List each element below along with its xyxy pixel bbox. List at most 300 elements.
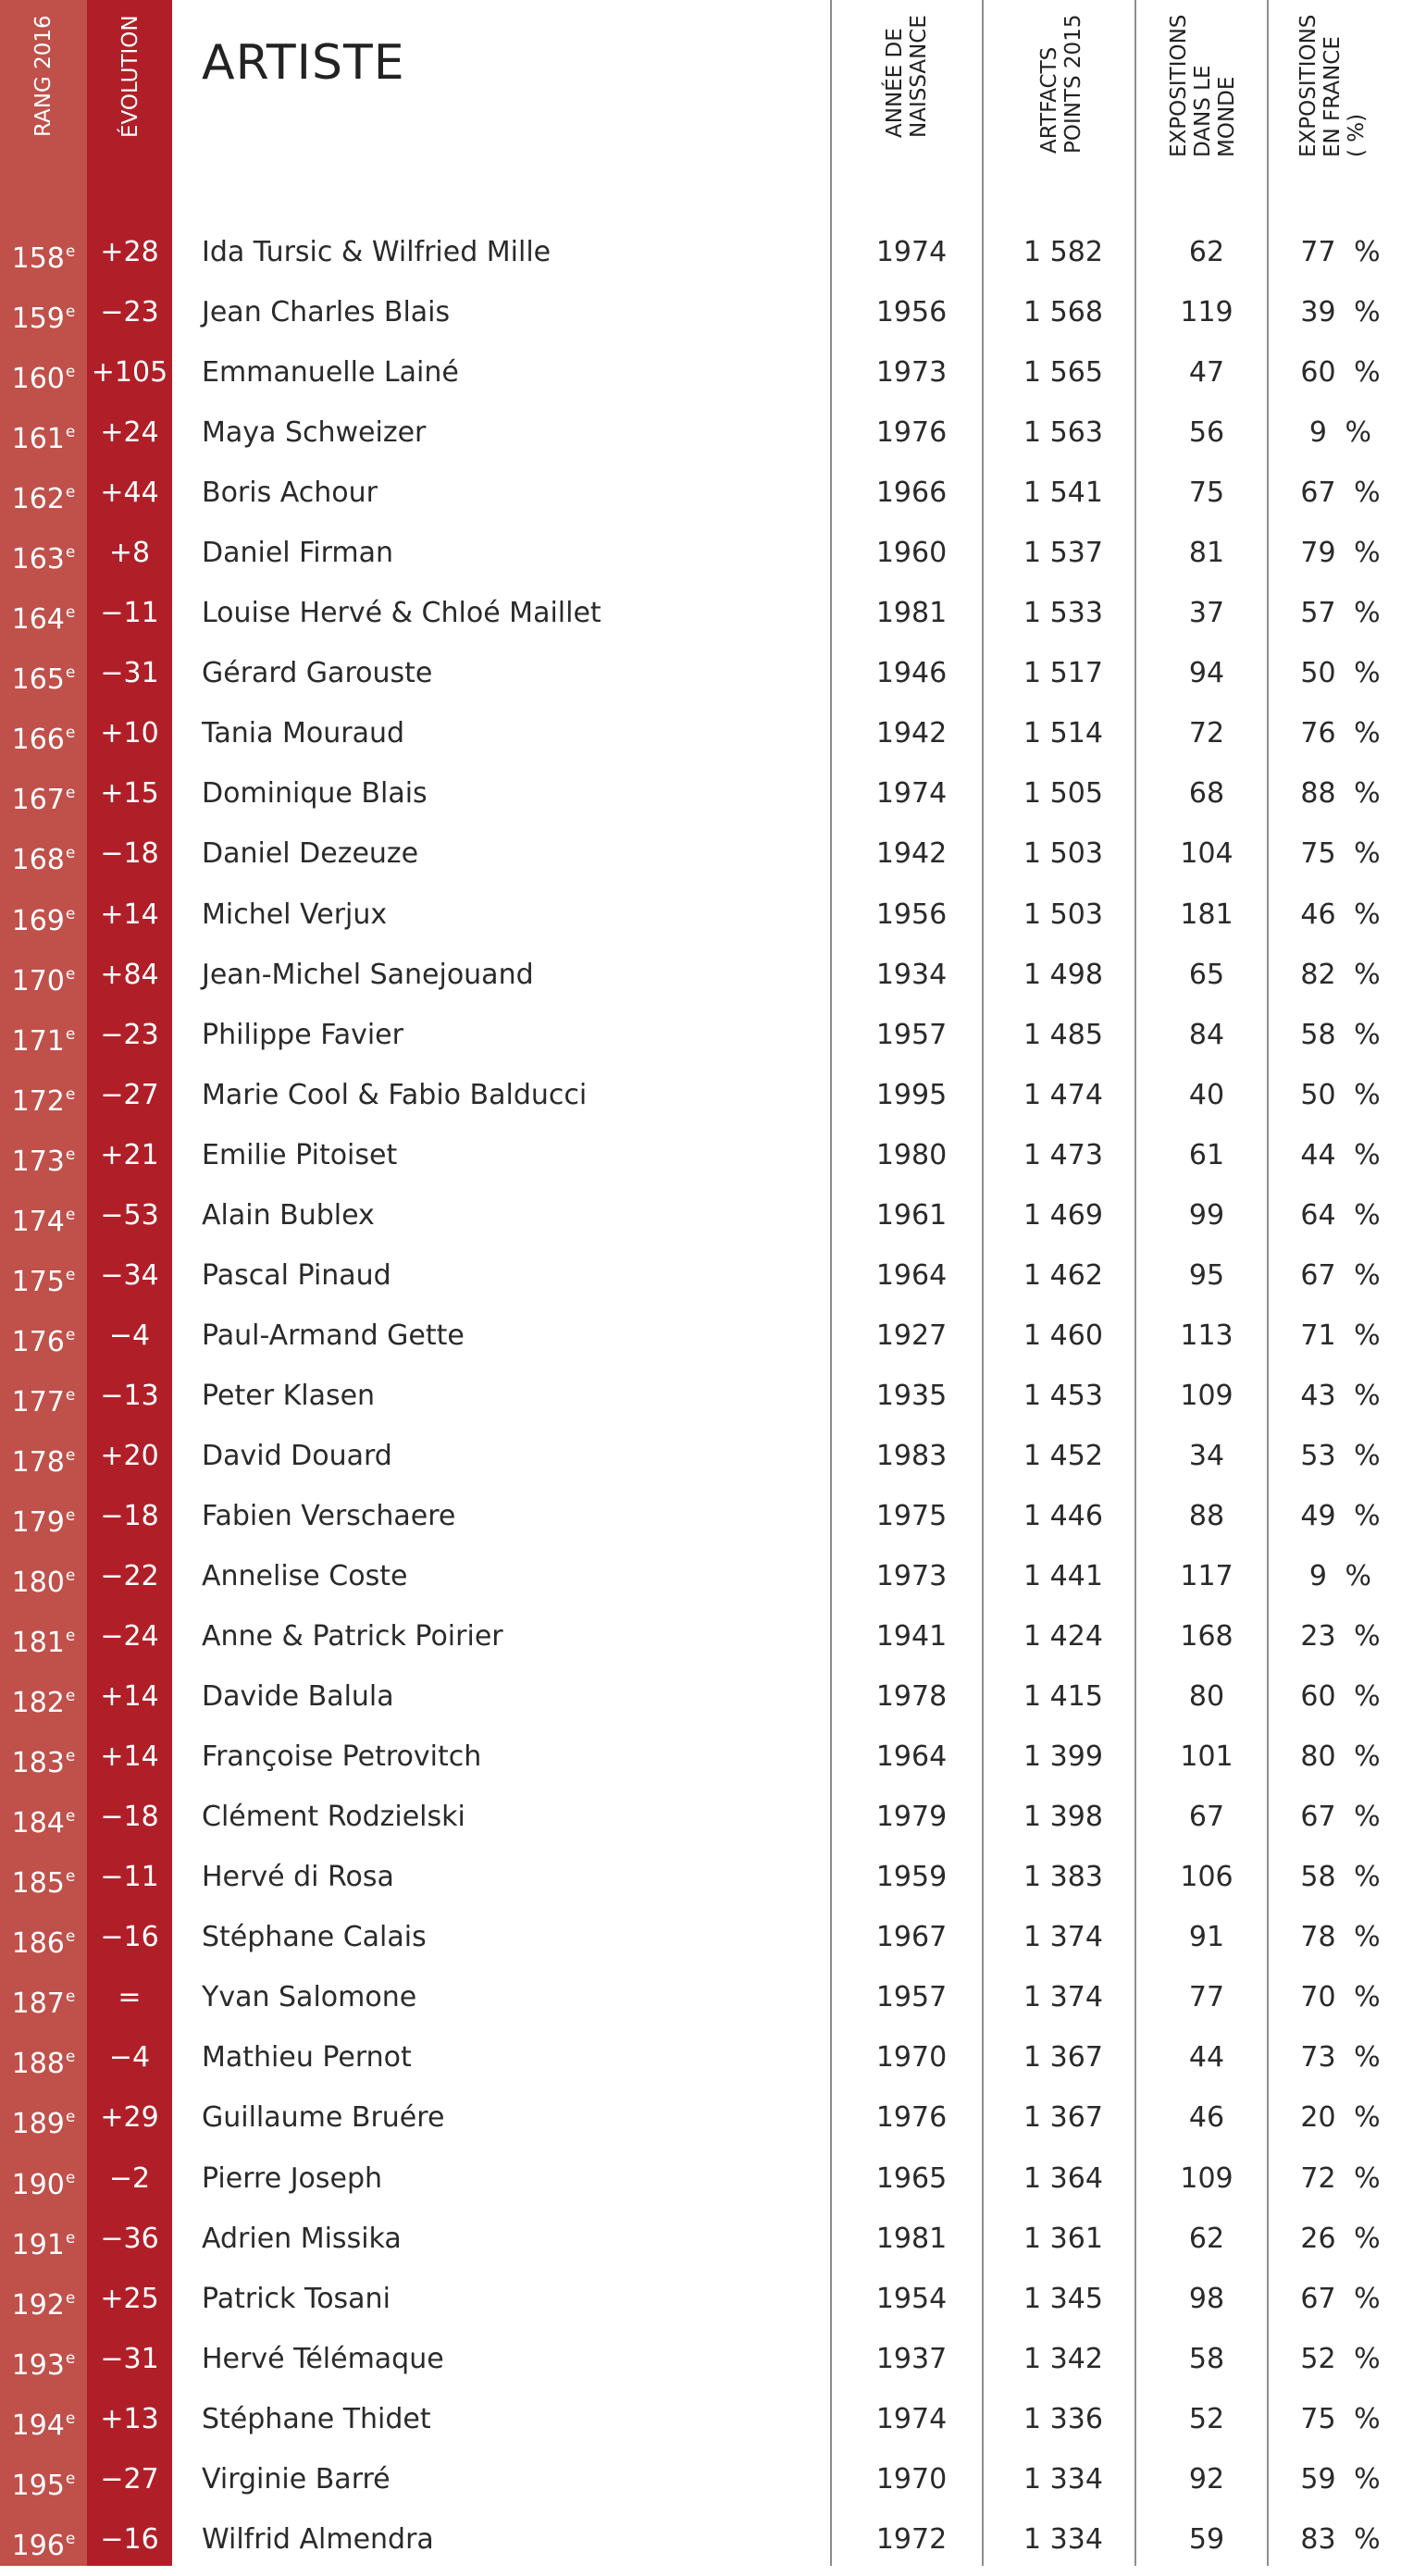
table-row — [0, 2329, 1401, 2389]
rank-ordinal-suffix: e — [65, 1265, 76, 1284]
rank-cell — [0, 523, 87, 589]
birth-year-cell: 1973 — [875, 356, 948, 390]
evolution-cell: −18 — [100, 837, 159, 871]
table-row — [0, 1787, 1401, 1847]
table-row — [0, 1306, 1401, 1366]
expo-world-cell: 67 — [1188, 1801, 1225, 1834]
expo-world-cell: 68 — [1188, 777, 1225, 811]
rank-cell — [0, 824, 87, 890]
rank-number: 161 — [11, 423, 65, 456]
expo-france-cell: 52 % — [1300, 2342, 1381, 2375]
points-cell: 1 474 — [1023, 1078, 1103, 1111]
points-cell: 1 565 — [1023, 356, 1103, 390]
birth-year-cell: 1935 — [875, 1379, 948, 1412]
header-birth-year: ANNÉE DE NAISSANCE — [883, 15, 931, 138]
rank-cell — [0, 2149, 87, 2215]
rank-cell — [0, 222, 87, 289]
rank-number: 172 — [11, 1084, 65, 1118]
artist-name-cell: Hervé Télémaque — [202, 2342, 444, 2375]
artist-name-cell: Michel Verjux — [202, 898, 388, 931]
rank-ordinal-suffix: e — [65, 964, 76, 984]
rank-number: 175 — [11, 1265, 65, 1298]
expo-france-cell: 67 % — [1300, 477, 1381, 510]
expo-france-cell: 49 % — [1300, 1499, 1381, 1532]
expo-france-cell: 53 % — [1300, 1439, 1381, 1472]
rank-number: 162 — [11, 483, 65, 516]
table-row — [0, 643, 1401, 703]
rank-number: 158 — [11, 242, 65, 275]
rank-ordinal-suffix: e — [65, 483, 76, 502]
rank-cell — [0, 2389, 87, 2456]
table-row — [0, 703, 1401, 763]
birth-year-cell: 1981 — [875, 597, 948, 630]
evolution-cell: −18 — [100, 1499, 159, 1532]
table-row — [0, 523, 1401, 583]
rank-cell — [0, 1366, 87, 1432]
rank-ordinal-suffix: e — [65, 2048, 76, 2067]
table-row — [0, 1727, 1401, 1787]
expo-france-cell: 60 % — [1300, 356, 1381, 390]
evolution-cell: +14 — [100, 1740, 159, 1774]
points-cell: 1 485 — [1023, 1018, 1103, 1051]
points-cell: 1 399 — [1023, 1740, 1103, 1774]
birth-year-cell: 1975 — [875, 1499, 948, 1532]
artist-name-cell: Daniel Dezeuze — [202, 837, 419, 871]
evolution-cell: −27 — [100, 2462, 159, 2496]
expo-france-cell: 77 % — [1300, 236, 1381, 268]
artist-name-cell: Mathieu Pernot — [202, 2041, 412, 2074]
expo-france-cell: 73 % — [1300, 2041, 1381, 2074]
artist-name-cell: Davide Balula — [202, 1680, 394, 1714]
evolution-cell: −13 — [100, 1379, 159, 1412]
expo-france-cell: 58 % — [1300, 1861, 1381, 1894]
expo-france-cell: 82 % — [1300, 958, 1381, 991]
expo-world-cell: 99 — [1188, 1198, 1225, 1232]
table-row — [0, 222, 1401, 282]
artist-name-cell: Pierre Joseph — [202, 2161, 383, 2195]
points-cell: 1 568 — [1023, 296, 1103, 329]
expo-france-cell: 50 % — [1300, 1078, 1381, 1111]
evolution-cell: +84 — [100, 958, 159, 991]
artist-name-cell: Philippe Favier — [202, 1018, 403, 1051]
expo-france-cell: 59 % — [1300, 2462, 1381, 2496]
artist-name-cell: Peter Klasen — [202, 1379, 376, 1412]
rank-number: 195 — [11, 2469, 65, 2502]
header-evolution: ÉVOLUTION — [118, 15, 143, 138]
rank-ordinal-suffix: e — [65, 2228, 76, 2248]
rank-number: 168 — [11, 844, 65, 877]
birth-year-cell: 1927 — [875, 1319, 948, 1352]
rank-cell — [0, 1426, 87, 1492]
table-row — [0, 1426, 1401, 1486]
rank-number: 173 — [11, 1145, 65, 1178]
points-cell: 1 398 — [1023, 1801, 1103, 1834]
table-row — [0, 1125, 1401, 1185]
rank-ordinal-suffix: e — [65, 1445, 76, 1465]
rank-number: 193 — [11, 2348, 65, 2382]
table-row — [0, 1005, 1401, 1065]
evolution-cell: +28 — [100, 236, 159, 268]
rank-cell — [0, 1787, 87, 1853]
points-cell: 1 503 — [1023, 837, 1103, 871]
table-row — [0, 463, 1401, 523]
rank-cell — [0, 885, 87, 951]
birth-year-cell: 1972 — [875, 2522, 948, 2556]
rank-cell — [0, 1606, 87, 1673]
expo-world-cell: 81 — [1188, 537, 1225, 570]
rank-ordinal-suffix: e — [65, 1747, 76, 1766]
rank-cell — [0, 1666, 87, 1733]
points-cell: 1 374 — [1023, 1921, 1103, 1954]
rank-number: 191 — [11, 2228, 65, 2261]
rank-number: 187 — [11, 1988, 65, 2021]
header-expo-world: EXPOSITIONS DANS LE MONDE — [1167, 15, 1239, 158]
table-row — [0, 1666, 1401, 1727]
birth-year-cell: 1956 — [875, 296, 948, 329]
birth-year-cell: 1981 — [875, 2222, 948, 2255]
artist-name-cell: Marie Cool & Fabio Balducci — [202, 1078, 588, 1111]
evolution-cell: −16 — [100, 2522, 159, 2556]
evolution-cell: +20 — [100, 1439, 159, 1472]
rank-number: 178 — [11, 1445, 65, 1479]
evolution-cell: +15 — [100, 777, 159, 811]
points-cell: 1 469 — [1023, 1198, 1103, 1232]
table-row — [0, 763, 1401, 824]
points-cell: 1 505 — [1023, 777, 1103, 811]
points-cell: 1 537 — [1023, 537, 1103, 570]
rank-cell — [0, 282, 87, 349]
expo-france-cell: 39 % — [1300, 296, 1381, 329]
expo-world-cell: 61 — [1188, 1138, 1225, 1171]
artist-name-cell: Françoise Petrovitch — [202, 1740, 482, 1774]
expo-france-cell: 44 % — [1300, 1138, 1381, 1171]
points-cell: 1 460 — [1023, 1319, 1103, 1352]
points-cell: 1 334 — [1023, 2462, 1103, 2496]
evolution-cell: +10 — [100, 717, 159, 750]
expo-world-cell: 65 — [1188, 958, 1225, 991]
rank-cell — [0, 1847, 87, 1913]
birth-year-cell: 1964 — [875, 1258, 948, 1292]
evolution-cell: −24 — [100, 1620, 159, 1653]
evolution-cell: −22 — [100, 1560, 159, 1593]
expo-france-cell: 9 % — [1308, 1560, 1372, 1593]
rank-ordinal-suffix: e — [65, 2469, 76, 2488]
table-row — [0, 1606, 1401, 1666]
expo-france-cell: 71 % — [1300, 1319, 1381, 1352]
expo-france-cell: 60 % — [1300, 1680, 1381, 1714]
table-row — [0, 1486, 1401, 1546]
expo-france-cell: 67 % — [1300, 1801, 1381, 1834]
expo-world-cell: 181 — [1180, 898, 1234, 931]
points-cell: 1 514 — [1023, 717, 1103, 750]
table-row — [0, 2509, 1401, 2570]
birth-year-cell: 1954 — [875, 2282, 948, 2315]
rank-ordinal-suffix: e — [65, 1024, 76, 1044]
rank-number: 174 — [11, 1205, 65, 1238]
points-cell: 1 473 — [1023, 1138, 1103, 1171]
rank-ordinal-suffix: e — [65, 1927, 76, 1947]
points-cell: 1 541 — [1023, 477, 1103, 510]
rank-ordinal-suffix: e — [65, 1988, 76, 2007]
rank-ordinal-suffix: e — [65, 2409, 76, 2428]
expo-world-cell: 52 — [1188, 2402, 1225, 2435]
birth-year-cell: 1961 — [875, 1198, 948, 1232]
birth-year-cell: 1974 — [875, 236, 948, 268]
expo-world-cell: 119 — [1180, 296, 1234, 329]
table-row — [0, 1967, 1401, 2027]
evolution-cell: −31 — [100, 2342, 159, 2375]
points-cell: 1 503 — [1023, 898, 1103, 931]
evolution-cell: −18 — [100, 1801, 159, 1834]
artist-name-cell: Tania Mouraud — [202, 717, 405, 750]
artist-name-cell: Anne & Patrick Poirier — [202, 1620, 503, 1653]
evolution-cell: +24 — [100, 416, 159, 450]
expo-world-cell: 62 — [1188, 2222, 1225, 2255]
rank-ordinal-suffix: e — [65, 603, 76, 623]
rank-ordinal-suffix: e — [65, 242, 76, 261]
table-row — [0, 2449, 1401, 2509]
rank-number: 169 — [11, 904, 65, 937]
expo-france-cell: 20 % — [1300, 2101, 1381, 2135]
expo-world-cell: 84 — [1188, 1018, 1225, 1051]
points-cell: 1 563 — [1023, 416, 1103, 450]
birth-year-cell: 1980 — [875, 1138, 948, 1171]
evolution-cell: −16 — [100, 1921, 159, 1954]
birth-year-cell: 1995 — [875, 1078, 948, 1111]
evolution-cell: +25 — [100, 2282, 159, 2315]
points-cell: 1 361 — [1023, 2222, 1103, 2255]
artist-name-cell: Guillaume Bruére — [202, 2101, 445, 2135]
evolution-cell: −2 — [108, 2161, 151, 2195]
rank-number: 192 — [11, 2288, 65, 2322]
rank-ordinal-suffix: e — [65, 303, 76, 322]
evolution-cell: −53 — [100, 1198, 159, 1232]
expo-world-cell: 168 — [1180, 1620, 1234, 1653]
rank-ordinal-suffix: e — [65, 784, 76, 803]
birth-year-cell: 1979 — [875, 1801, 948, 1834]
artist-name-cell: Ida Tursic & Wilfried Mille — [202, 236, 552, 268]
rank-number: 179 — [11, 1505, 65, 1539]
expo-world-cell: 106 — [1180, 1861, 1234, 1894]
points-cell: 1 452 — [1023, 1439, 1103, 1472]
rank-number: 170 — [11, 964, 65, 997]
expo-world-cell: 98 — [1188, 2282, 1225, 2315]
table-row — [0, 2209, 1401, 2269]
rank-number: 177 — [11, 1385, 65, 1418]
rank-number: 171 — [11, 1024, 65, 1058]
expo-france-cell: 26 % — [1300, 2222, 1381, 2255]
rank-ordinal-suffix: e — [65, 1567, 76, 1586]
artist-name-cell: Jean Charles Blais — [202, 296, 451, 329]
rank-cell — [0, 1065, 87, 1132]
artist-name-cell: Stéphane Calais — [202, 1921, 427, 1954]
expo-world-cell: 95 — [1188, 1258, 1225, 1292]
expo-france-cell: 67 % — [1300, 2282, 1381, 2315]
expo-world-cell: 113 — [1180, 1319, 1234, 1352]
birth-year-cell: 1946 — [875, 657, 948, 690]
expo-world-cell: 77 — [1188, 1981, 1225, 2014]
table-row — [0, 583, 1401, 643]
artist-name-cell: Annelise Coste — [202, 1560, 408, 1593]
expo-france-cell: 78 % — [1300, 1921, 1381, 1954]
rank-number: 194 — [11, 2409, 65, 2442]
rank-cell — [0, 463, 87, 529]
artist-name-cell: Louise Hervé & Chloé Maillet — [202, 597, 601, 630]
birth-year-cell: 1970 — [875, 2041, 948, 2074]
points-cell: 1 462 — [1023, 1258, 1103, 1292]
expo-france-cell: 58 % — [1300, 1018, 1381, 1051]
artist-name-cell: Pascal Pinaud — [202, 1258, 391, 1292]
rank-number: 163 — [11, 543, 65, 576]
points-cell: 1 374 — [1023, 1981, 1103, 2014]
expo-world-cell: 109 — [1180, 2161, 1234, 2195]
rank-cell — [0, 643, 87, 710]
rank-cell — [0, 1546, 87, 1613]
expo-world-cell: 37 — [1188, 597, 1225, 630]
artist-name-cell: Dominique Blais — [202, 777, 428, 811]
artist-name-cell: Maya Schweizer — [202, 416, 427, 450]
birth-year-cell: 1966 — [875, 477, 948, 510]
expo-world-cell: 62 — [1188, 236, 1225, 268]
rank-cell — [0, 763, 87, 830]
artist-name-cell: Stéphane Thidet — [202, 2402, 431, 2435]
table-row — [0, 945, 1401, 1005]
expo-world-cell: 59 — [1188, 2522, 1225, 2556]
evolution-cell: +13 — [100, 2402, 159, 2435]
points-cell: 1 367 — [1023, 2101, 1103, 2135]
points-cell: 1 453 — [1023, 1379, 1103, 1412]
rank-ordinal-suffix: e — [65, 1325, 76, 1344]
rank-ordinal-suffix: e — [65, 1867, 76, 1887]
rank-ordinal-suffix: e — [65, 2529, 76, 2548]
expo-world-cell: 91 — [1188, 1921, 1225, 1954]
rank-ordinal-suffix: e — [65, 1205, 76, 1224]
points-cell: 1 334 — [1023, 2522, 1103, 2556]
rank-cell — [0, 2269, 87, 2335]
expo-world-cell: 80 — [1188, 1680, 1225, 1714]
expo-france-cell: 88 % — [1300, 777, 1381, 811]
rank-cell — [0, 2209, 87, 2275]
evolution-cell: +14 — [100, 898, 159, 931]
artist-name-cell: Paul-Armand Gette — [202, 1319, 465, 1352]
rank-ordinal-suffix: e — [65, 1084, 76, 1104]
evolution-cell: +105 — [91, 356, 168, 390]
expo-france-cell: 75 % — [1300, 2402, 1381, 2435]
table-row — [0, 2027, 1401, 2087]
birth-year-cell: 1967 — [875, 1921, 948, 1954]
expo-france-cell: 72 % — [1300, 2161, 1381, 2195]
artist-name-cell: Boris Achour — [202, 477, 378, 510]
expo-france-cell: 76 % — [1300, 717, 1381, 750]
rank-ordinal-suffix: e — [65, 2348, 76, 2368]
evolution-cell: −34 — [100, 1258, 159, 1292]
evolution-cell: = — [118, 1981, 142, 2014]
rank-ordinal-suffix: e — [65, 904, 76, 923]
birth-year-cell: 1934 — [875, 958, 948, 991]
rank-cell — [0, 1727, 87, 1793]
rank-cell — [0, 1245, 87, 1312]
evolution-cell: −4 — [108, 2041, 151, 2074]
evolution-cell: −11 — [100, 1861, 159, 1894]
rank-cell — [0, 402, 87, 469]
expo-world-cell: 104 — [1180, 837, 1234, 871]
points-cell: 1 336 — [1023, 2402, 1103, 2435]
birth-year-cell: 1976 — [875, 416, 948, 450]
artist-name-cell: Hervé di Rosa — [202, 1861, 394, 1894]
rank-cell — [0, 2449, 87, 2516]
rank-number: 185 — [11, 1867, 65, 1901]
ranking-table-body — [0, 222, 1401, 2570]
rank-cell — [0, 1125, 87, 1192]
header-rank: RANG 2016 — [31, 15, 56, 137]
expo-world-cell: 88 — [1188, 1499, 1225, 1532]
expo-france-cell: 9 % — [1308, 416, 1372, 450]
artist-name-cell: Virginie Barré — [202, 2462, 391, 2496]
expo-france-cell: 50 % — [1300, 657, 1381, 690]
expo-world-cell: 46 — [1188, 2101, 1225, 2135]
rank-number: 166 — [11, 724, 65, 757]
expo-world-cell: 40 — [1188, 1078, 1225, 1111]
birth-year-cell: 1976 — [875, 2101, 948, 2135]
birth-year-cell: 1964 — [875, 1740, 948, 1774]
points-cell: 1 498 — [1023, 958, 1103, 991]
expo-france-cell: 70 % — [1300, 1981, 1381, 2014]
points-cell: 1 367 — [1023, 2041, 1103, 2074]
evolution-cell: −4 — [108, 1319, 151, 1352]
rank-ordinal-suffix: e — [65, 844, 76, 863]
birth-year-cell: 1956 — [875, 898, 948, 931]
expo-world-cell: 94 — [1188, 657, 1225, 690]
evolution-cell: −31 — [100, 657, 159, 690]
rank-ordinal-suffix: e — [65, 1505, 76, 1525]
rank-ordinal-suffix: e — [65, 724, 76, 743]
table-row — [0, 1065, 1401, 1125]
rank-cell — [0, 583, 87, 650]
rank-ordinal-suffix: e — [65, 2288, 76, 2308]
rank-ordinal-suffix: e — [65, 1145, 76, 1164]
artist-name-cell: David Douard — [202, 1439, 392, 1472]
birth-year-cell: 1965 — [875, 2161, 948, 2195]
table-row — [0, 402, 1401, 463]
table-row — [0, 1546, 1401, 1606]
birth-year-cell: 1974 — [875, 777, 948, 811]
artist-name-cell: Patrick Tosani — [202, 2282, 391, 2315]
expo-france-cell: 64 % — [1300, 1198, 1381, 1232]
rank-ordinal-suffix: e — [65, 663, 76, 683]
points-cell: 1 533 — [1023, 597, 1103, 630]
rank-cell — [0, 1486, 87, 1553]
expo-france-cell: 75 % — [1300, 837, 1381, 871]
table-row — [0, 885, 1401, 945]
expo-france-cell: 23 % — [1300, 1620, 1381, 1653]
birth-year-cell: 1957 — [875, 1981, 948, 2014]
birth-year-cell: 1973 — [875, 1560, 948, 1593]
artist-name-cell: Gérard Garouste — [202, 657, 433, 690]
table-row — [0, 1366, 1401, 1426]
table-row — [0, 1847, 1401, 1907]
header-expo-france: EXPOSITIONS EN FRANCE ( %) — [1296, 15, 1369, 158]
evolution-cell: +29 — [100, 2101, 159, 2135]
artist-name-cell: Emmanuelle Lainé — [202, 356, 459, 390]
expo-france-cell: 46 % — [1300, 898, 1381, 931]
rank-ordinal-suffix: e — [65, 1687, 76, 1706]
artist-name-cell: Emilie Pitoiset — [202, 1138, 398, 1171]
points-cell: 1 517 — [1023, 657, 1103, 690]
artist-name-cell: Daniel Firman — [202, 537, 393, 570]
table-row — [0, 2087, 1401, 2148]
rank-cell — [0, 1005, 87, 1071]
rank-ordinal-suffix: e — [65, 1385, 76, 1405]
